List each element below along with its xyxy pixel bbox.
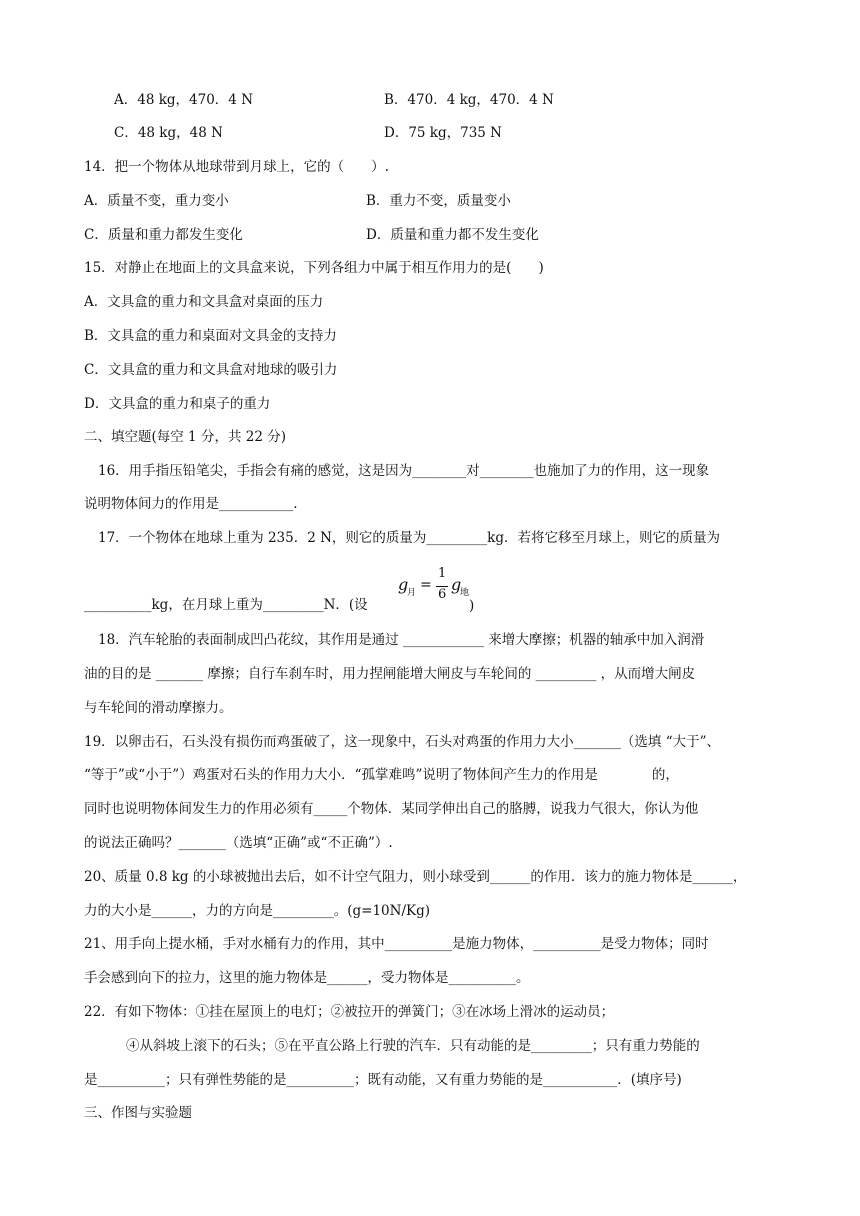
q15-option-d: D．文具盒的重力和桌子的重力	[84, 396, 271, 412]
q22-line-1: 22．有如下物体：①挂在屋顶上的电灯；②被拉开的弹簧门；③在冰场上滑冰的运动员；	[84, 1004, 615, 1020]
q14-option-d: D．质量和重力都不发生变化	[366, 227, 539, 243]
formula-g-moon: g	[398, 575, 409, 594]
q13-option-a: A．48 kg，470．4 N	[114, 92, 254, 108]
gravity-ratio-formula	[398, 566, 478, 614]
formula-sub-earth: 地	[460, 588, 470, 598]
q15-option-c: C．文具盒的重力和文具盒对地球的吸引力	[84, 362, 338, 378]
q19-line-4: 的说法正确吗？_______（选填“正确”或“不正确”）.	[84, 835, 393, 851]
q19-line-3: 同时也说明物体间发生力的作用必须有_____个物体．某同学伸出自己的胳膊，说我力气很大，你认为他	[84, 801, 699, 817]
q17-line-2-end: )	[469, 598, 475, 614]
q21-line-2: 手会感到向下的拉力，这里的施力物体是______，受力物体是__________。	[84, 970, 530, 986]
section-2-heading: 二、填空题(每空 1 分，共 22 分)	[84, 429, 286, 445]
q15-option-a: A．文具盒的重力和文具盒对桌面的压力	[84, 294, 324, 310]
formula-g-earth: g	[451, 575, 462, 594]
q13-option-c: C．48 kg，48 N	[114, 125, 223, 141]
q14-option-b: B．重力不变，质量变小	[366, 193, 511, 209]
formula-numerator: 1	[438, 566, 447, 581]
q22-line-3: 是__________；只有弹性势能的是__________；既有动能，又有重力势能的是___________．(填序号)	[84, 1072, 682, 1088]
formula-sub-moon: 月	[407, 588, 417, 598]
q14-stem: 14．把一个物体从地球带到月球上，它的（ ）.	[84, 159, 389, 175]
formula-equals: =	[420, 577, 432, 593]
q13-option-b: B．470．4 kg，470．4 N	[384, 92, 554, 108]
formula-denominator: 6	[438, 587, 447, 602]
q16-line-1: 16．用手指压铅笔尖，手指会有痛的感觉，这是因为________对________也施加了力的作用，这一现象	[98, 463, 710, 479]
q15-option-b: B．文具盒的重力和桌面对文具金的支持力	[84, 328, 337, 344]
q18-line-1: 18．汽车轮胎的表面制成凹凸花纹，其作用是通过 ____________ 来增大摩擦；机器的轴承中加入润滑	[98, 632, 705, 648]
q16-line-2: 说明物体间力的作用是___________.	[84, 496, 298, 512]
q20-line-1: 20、质量 0.8 kg 的小球被抛出去后，如不计空气阻力，则小球受到______的作用．该力的施力物体是______，	[84, 869, 747, 885]
q22-line-2: ④从斜坡上滚下的石头；⑤在平直公路上行驶的汽车．只有动能的是_________；只有重力势能的	[126, 1038, 700, 1054]
q18-line-3: 与车轮间的滑动摩擦力。	[84, 700, 233, 716]
q17-line-1: 17．一个物体在地球上重为 235．2 N，则它的质量为_________kg．若将它移至月球上，则它的质量为	[98, 530, 721, 546]
section-3-heading: 三、作图与实验题	[84, 1105, 192, 1121]
q21-line-1: 21、用手向上提水桶，手对水桶有力的作用，其中__________是施力物体，__________是受力物体；同时	[84, 936, 709, 952]
q18-line-2: 油的目的是 _______ 摩擦；自行车刹车时，用力捏闸能增大闸皮与车轮间的 _________ ，从而增大闸皮	[84, 666, 696, 682]
q17-line-2: __________kg，在月球上重为_________N．(设	[84, 597, 368, 613]
q19-line-2: “等于”或“小于”）鸡蛋对石头的作用力大小．“孤掌难鸣”说明了物体间产生力的作用是 的，	[84, 767, 679, 783]
q14-option-c: C．质量和重力都发生变化	[84, 227, 243, 243]
q15-stem: 15．对静止在地面上的文具盒来说，下列各组力中属于相互作用力的是( )	[84, 260, 544, 276]
q20-line-2: 力的大小是______，力的方向是_________。(g=10N/Kg)	[84, 903, 431, 919]
q13-option-d: D．75 kg，735 N	[384, 125, 502, 141]
q19-line-1: 19．以卵击石，石头没有损伤而鸡蛋破了，这一现象中，石头对鸡蛋的作用力大小_______（选填 “大于”、	[84, 734, 721, 750]
q14-option-a: A．质量不变，重力变小	[84, 193, 229, 209]
